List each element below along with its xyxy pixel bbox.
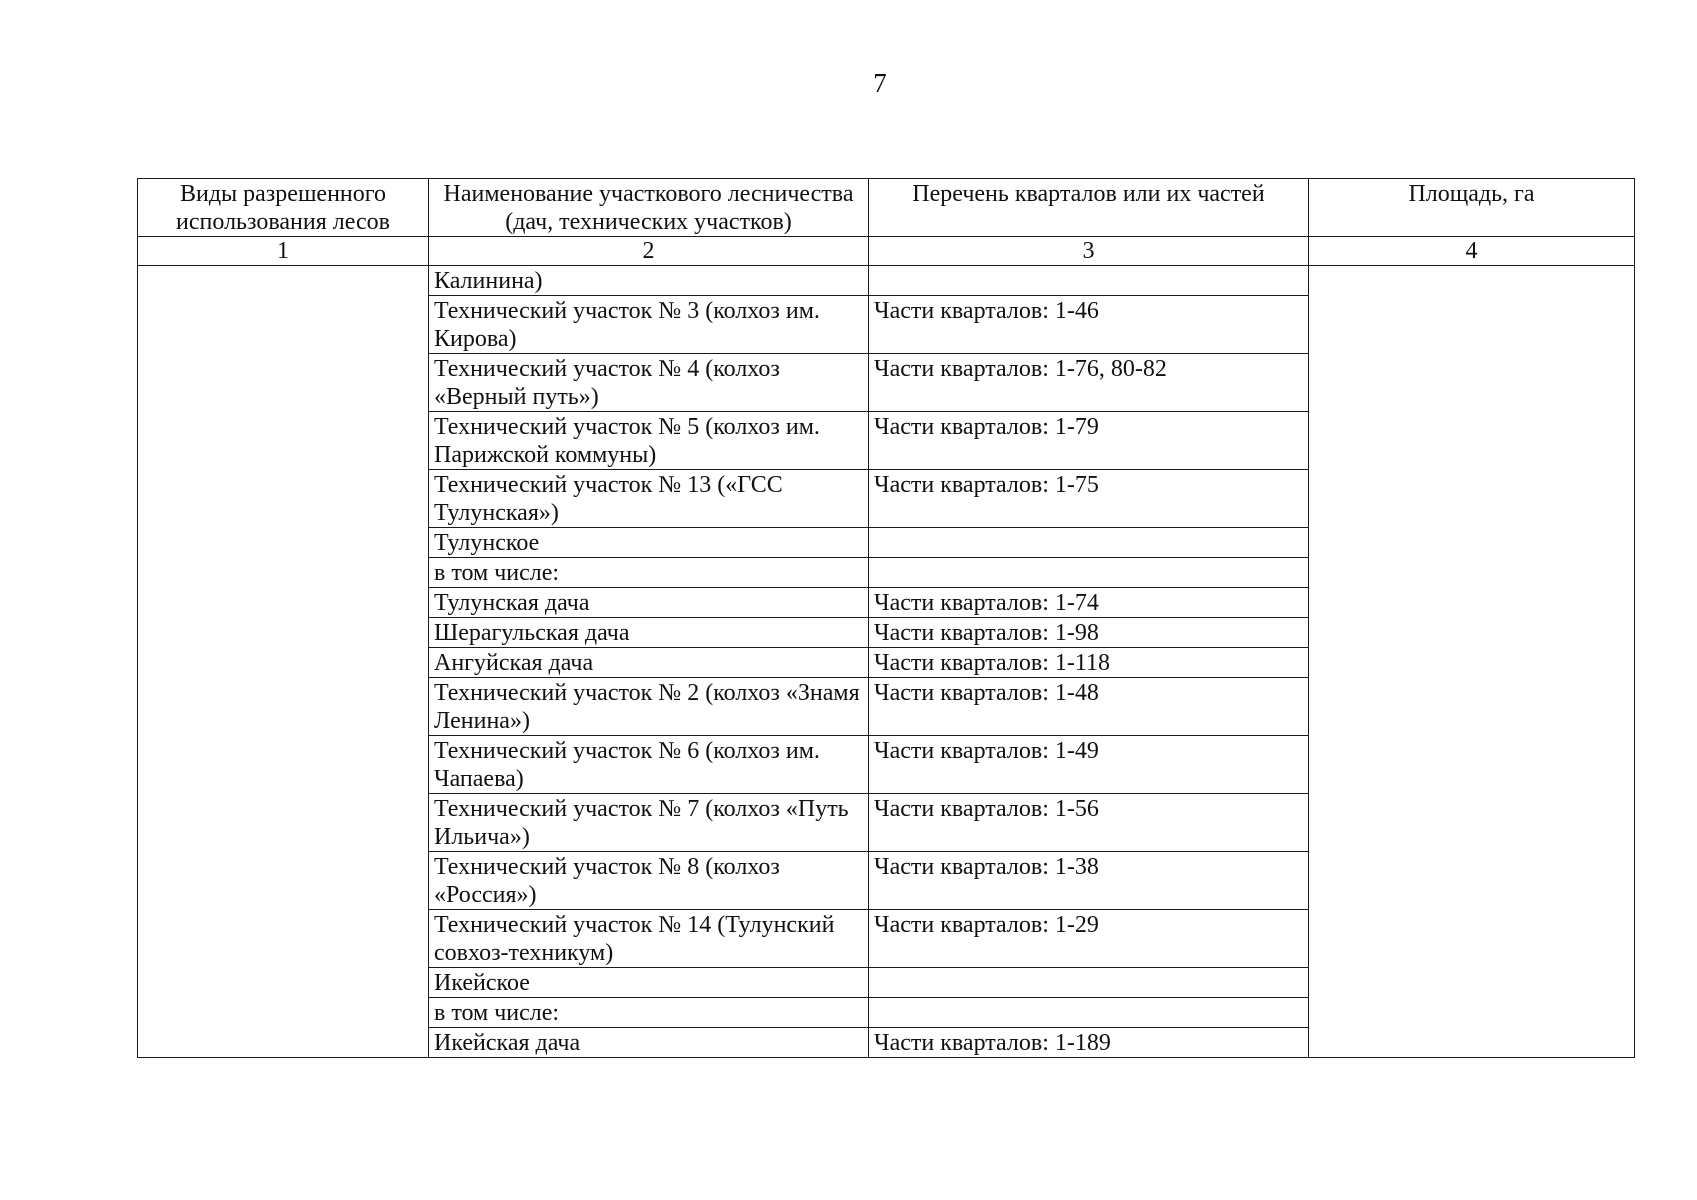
header-usage-type: Виды разрешенного использования лесов xyxy=(138,179,429,237)
forestry-name-cell: Ангуйская дача xyxy=(429,648,869,678)
header-quarters-list: Перечень кварталов или их частей xyxy=(869,179,1309,237)
forestry-name-cell: Технический участок № 4 (колхоз «Верный путь») xyxy=(429,354,869,412)
forestry-name-cell: Технический участок № 2 (колхоз «Знамя Ленина») xyxy=(429,678,869,736)
quarters-cell: Части кварталов: 1-49 xyxy=(869,736,1309,794)
forestry-name-cell: Тулунская дача xyxy=(429,588,869,618)
column-number: 3 xyxy=(869,237,1309,266)
usage-type-cell xyxy=(138,266,429,1058)
table-row xyxy=(138,266,1635,296)
header-area: Площадь, га xyxy=(1309,179,1635,237)
forestry-name-cell: Технический участок № 5 (колхоз им. Парижской коммуны) xyxy=(429,412,869,470)
table-body xyxy=(138,266,1635,1058)
forestry-name-cell: в том числе: xyxy=(429,558,869,588)
forestry-name-cell: Калинина) xyxy=(429,266,869,296)
forest-use-table xyxy=(137,178,1635,1058)
area-cell xyxy=(1309,266,1635,1058)
forestry-name-cell: Технический участок № 7 (колхоз «Путь Ильича») xyxy=(429,794,869,852)
forestry-name-cell: Тулунское xyxy=(429,528,869,558)
header-forestry-name: Наименование участкового лесничества (дач, технических участков) xyxy=(429,179,869,237)
forestry-name-cell: в том числе: xyxy=(429,998,869,1028)
forestry-name-cell: Технический участок № 3 (колхоз им. Кирова) xyxy=(429,296,869,354)
forestry-name-cell: Технический участок № 14 (Тулунский совхоз-техникум) xyxy=(429,910,869,968)
column-number-row xyxy=(138,237,1635,266)
forestry-name-cell: Технический участок № 13 («ГСС Тулунская») xyxy=(429,470,869,528)
column-number: 1 xyxy=(138,237,429,266)
column-number: 4 xyxy=(1309,237,1635,266)
table-header-row xyxy=(138,179,1635,237)
quarters-cell: Части кварталов: 1-74 xyxy=(869,588,1309,618)
quarters-cell: Части кварталов: 1-56 xyxy=(869,794,1309,852)
quarters-cell: Части кварталов: 1-76, 80-82 xyxy=(869,354,1309,412)
column-number: 2 xyxy=(429,237,869,266)
forestry-name-cell: Технический участок № 8 (колхоз «Россия») xyxy=(429,852,869,910)
quarters-cell: Части кварталов: 1-118 xyxy=(869,648,1309,678)
quarters-cell xyxy=(869,968,1309,998)
quarters-cell: Части кварталов: 1-29 xyxy=(869,910,1309,968)
quarters-cell: Части кварталов: 1-98 xyxy=(869,618,1309,648)
page-number: 7 xyxy=(873,68,887,98)
quarters-cell: Части кварталов: 1-46 xyxy=(869,296,1309,354)
forestry-name-cell: Икейская дача xyxy=(429,1028,869,1058)
forestry-name-cell: Шерагульская дача xyxy=(429,618,869,648)
forestry-name-cell: Икейское xyxy=(429,968,869,998)
quarters-cell xyxy=(869,528,1309,558)
quarters-cell xyxy=(869,266,1309,296)
quarters-cell: Части кварталов: 1-79 xyxy=(869,412,1309,470)
quarters-cell: Части кварталов: 1-75 xyxy=(869,470,1309,528)
quarters-cell: Части кварталов: 1-48 xyxy=(869,678,1309,736)
forestry-name-cell: Технический участок № 6 (колхоз им. Чапаева) xyxy=(429,736,869,794)
quarters-cell xyxy=(869,998,1309,1028)
quarters-cell: Части кварталов: 1-38 xyxy=(869,852,1309,910)
quarters-cell xyxy=(869,558,1309,588)
quarters-cell: Части кварталов: 1-189 xyxy=(869,1028,1309,1058)
